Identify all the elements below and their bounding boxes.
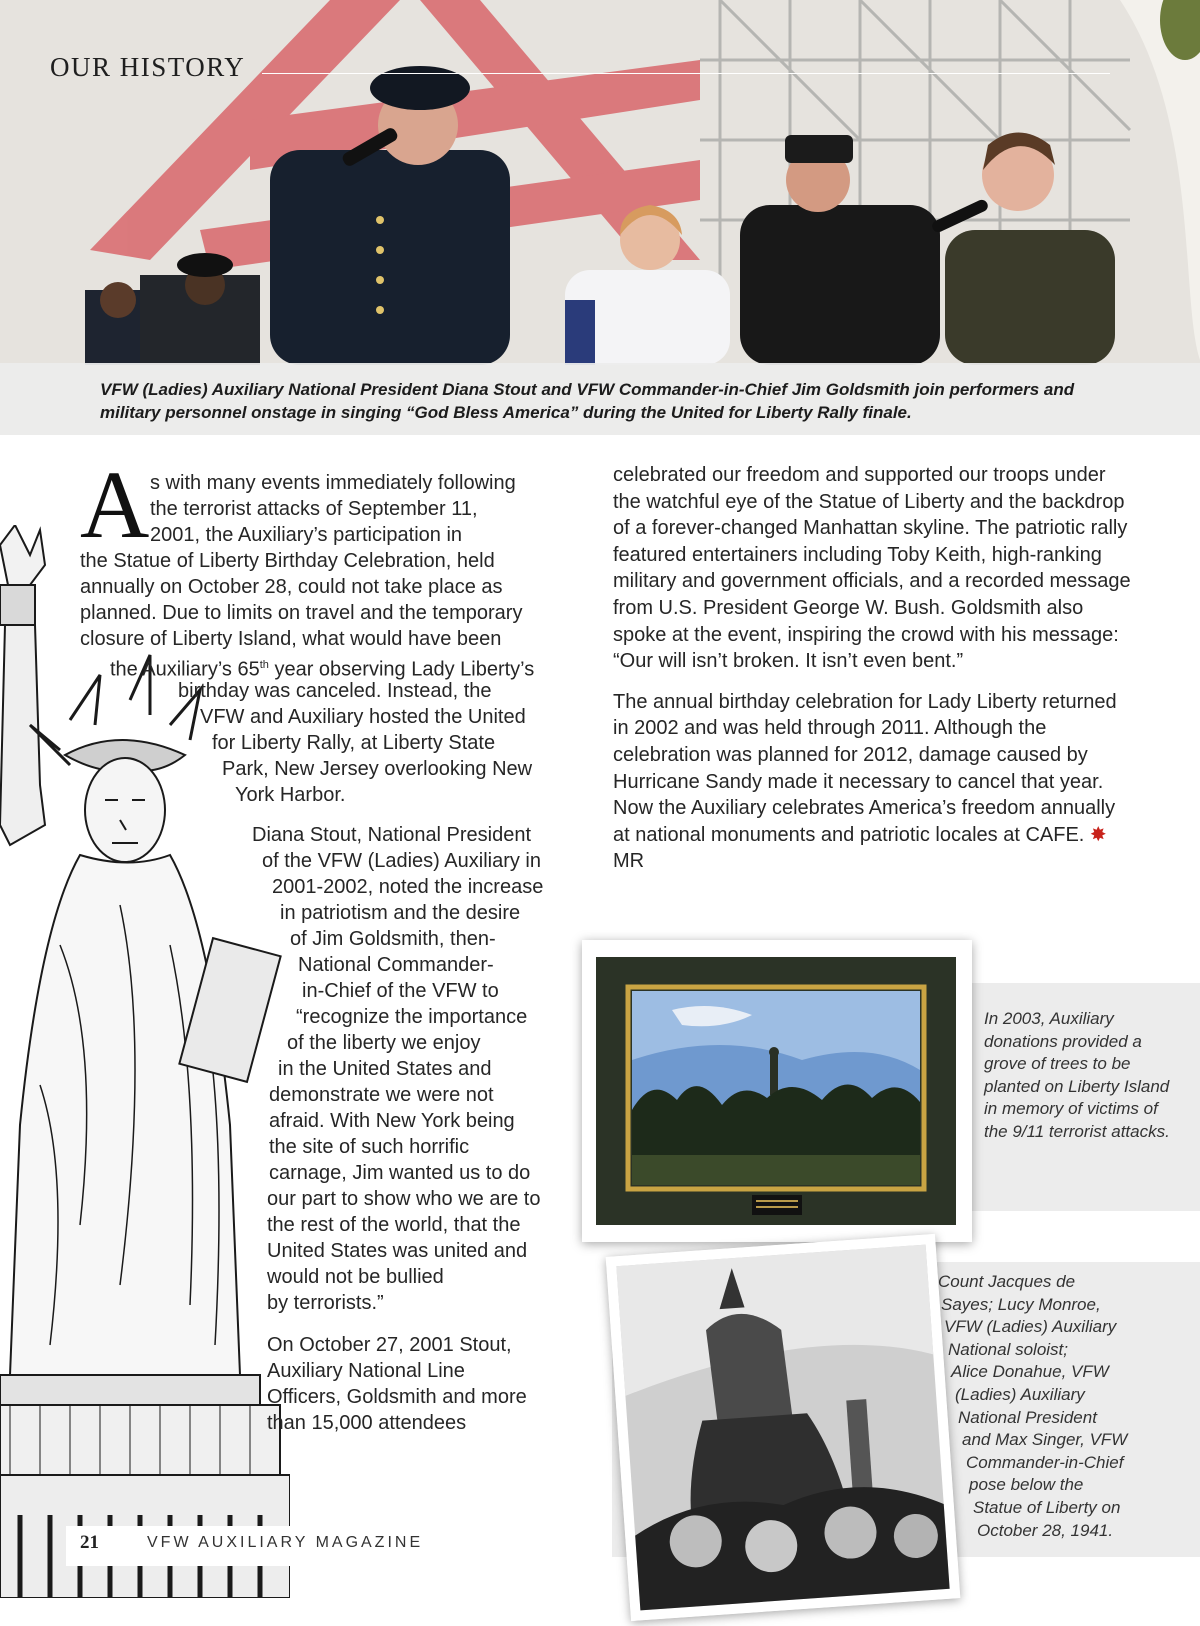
body-line: birthday was canceled. Instead, the: [178, 680, 492, 702]
magazine-name: VFW AUXILIARY MAGAZINE: [147, 1534, 424, 1551]
body-line: planned. Due to limits on travel and the temporary: [80, 602, 523, 624]
body-line: 2001, the Auxiliary’s participation in: [150, 524, 463, 546]
photo2-caption-line: Statue of Liberty on: [973, 1498, 1121, 1517]
historic-1941-photo: [606, 1234, 961, 1621]
final-paragraph-text: The annual birthday celebration for Lady Liberty returned in 2002 and was held through 2011. Although the celebration was planned for 2012, damage caused by Hurricane Sandy made it necessary to cancel that year. Now the Auxiliary celebrates America’s freedom annually at national monuments and patriotic locales at CAFE.: [613, 690, 1117, 846]
photo2-caption-line: Commander-in-Chief: [966, 1453, 1124, 1472]
drop-cap: A: [80, 451, 150, 558]
article-paragraph-final: [613, 689, 1133, 875]
body-line: our part to show who we are to: [267, 1188, 541, 1210]
body-line: for Liberty Rally, at Liberty State: [212, 732, 496, 754]
body-line: the rest of the world, that the: [267, 1214, 521, 1236]
article-paragraph: celebrated our freedom and supported our troops under the watchful eye of the Statue of Liberty and the backdrop of a forever-changed Manhattan skyline. The patriotic rally featured entertainers including Toby Keith, high-ranking military and government officials, and a recorded message from U.S. President George W. Bush. Goldsmith also spoke at the event, inspiring the crowd with his message: “Our will isn’t broken. It isn’t even bent.”: [613, 464, 1131, 673]
hero-photo: [0, 0, 1200, 435]
body-line: the terrorist attacks of September 11,: [150, 498, 478, 520]
body-line: Officers, Goldsmith and more: [267, 1386, 527, 1408]
body-line: Park, New Jersey overlooking New: [222, 758, 533, 780]
body-line: afraid. With New York being: [269, 1110, 515, 1132]
body-line: in-Chief of the VFW to: [302, 980, 499, 1002]
photo2-caption-line: VFW (Ladies) Auxiliary: [944, 1317, 1117, 1336]
bw-photo-illustration: [606, 1234, 961, 1621]
end-mark-icon: ✸: [1089, 823, 1107, 846]
hero-caption: VFW (Ladies) Auxiliary National President Diana Stout and VFW Commander-in-Chief Jim Goldsmith join performers and military personnel onstage in singing “God Bless America” during the United for Liberty Rally finale.: [100, 380, 1075, 422]
ordinal-tail: year observing Lady Liberty’s: [268, 658, 535, 681]
liberty-island-trees-photo: [582, 940, 972, 1242]
body-line: by terrorists.”: [267, 1292, 384, 1314]
body-line: would not be bullied: [267, 1266, 444, 1288]
framed-photo-illustration: [582, 940, 972, 1242]
photo2-caption-line: (Ladies) Auxiliary: [955, 1385, 1085, 1404]
photo2-caption-line: October 28, 1941.: [977, 1521, 1114, 1540]
body-line: “recognize the importance: [296, 1006, 528, 1028]
photo2-caption-line: National soloist;: [948, 1340, 1069, 1359]
body-line: 2001-2002, noted the increase: [272, 876, 544, 898]
photo2-caption-line: pose below the: [969, 1475, 1084, 1494]
body-line: of the liberty we enjoy: [287, 1032, 481, 1054]
body-line: York Harbor.: [235, 784, 346, 806]
body-line: the Statue of Liberty Birthday Celebration, held: [80, 550, 495, 572]
body-line: VFW and Auxiliary hosted the United: [200, 706, 526, 728]
body-line: in the United States and: [278, 1058, 492, 1080]
body-line: Auxiliary National Line: [267, 1360, 465, 1382]
photo2-caption-line: Count Jacques de: [938, 1272, 1076, 1291]
body-line: United States was united and: [267, 1240, 528, 1262]
body-line: of the VFW (Ladies) Auxiliary in: [262, 850, 541, 872]
body-line: s with many events immediately following: [150, 472, 516, 494]
body-line: of Jim Goldsmith, then-: [290, 928, 496, 950]
photo1-caption: In 2003, Auxiliary donations provided a grove of trees to be planted on Liberty Island in memory of victims of the 9/11 terrorist attacks.: [984, 1009, 1170, 1141]
section-title: OUR HISTORY: [50, 52, 246, 82]
body-line: carnage, Jim wanted us to do: [269, 1162, 531, 1184]
body-line: annually on October 28, could not take place as: [80, 576, 503, 598]
body-line: demonstrate we were not: [269, 1084, 494, 1106]
ordinal-text: the Auxiliary’s 65: [110, 658, 260, 681]
photo2-caption-line: and Max Singer, VFW: [962, 1430, 1128, 1449]
article-right-column: [613, 462, 1133, 889]
byline: MR: [613, 850, 645, 873]
body-line: National Commander-: [298, 954, 494, 976]
ordinal-suffix: th: [259, 659, 269, 671]
body-line: Diana Stout, National President: [252, 824, 532, 846]
body-line: than 15,000 attendees: [267, 1412, 467, 1434]
page-number: 21: [80, 1532, 99, 1553]
photo2-caption-line: National President: [958, 1408, 1097, 1427]
body-line: closure of Liberty Island, what would have been: [80, 628, 502, 650]
photo2-caption-line: Alice Donahue, VFW: [951, 1362, 1109, 1381]
body-line: in patriotism and the desire: [280, 902, 521, 924]
title-rule: [262, 73, 1110, 74]
photo2-caption-line: Sayes; Lucy Monroe,: [941, 1295, 1101, 1314]
body-line: On October 27, 2001 Stout,: [267, 1334, 512, 1356]
body-line: the site of such horrific: [269, 1136, 470, 1158]
